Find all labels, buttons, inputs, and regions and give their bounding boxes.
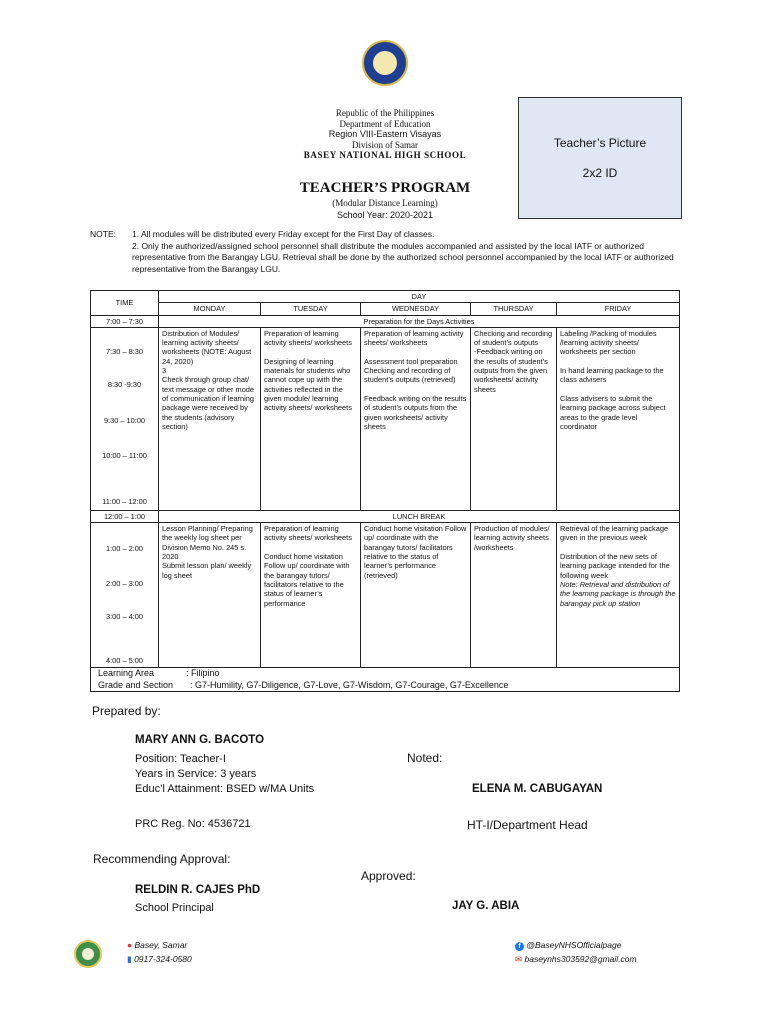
learning-area-row: [91, 668, 680, 680]
mail-icon: ✉: [515, 954, 523, 964]
footer-location: [127, 940, 187, 950]
wednesday-morning: Preparation of learning activity sheets/ worksheets Assessment tool preparation Checking and recording of student’s outputs (retrieved) Feedback writing on the results of student’s outputs from the given worksheets/ activity sheets: [361, 327, 471, 510]
grade-section-label: Grade and Section: [98, 679, 174, 690]
time-slot: 8:30 -9:30: [107, 379, 142, 389]
day-header: DAY: [159, 291, 680, 303]
head-title: HT-I/Department Head: [467, 818, 588, 832]
day-thursday: THURSDAY: [471, 303, 557, 315]
teacher-position: Position: Teacher-I: [135, 753, 226, 765]
time-slot: 10:00 – 11:00: [102, 450, 147, 460]
table-header-row: [91, 291, 680, 303]
teacher-prc: PRC Reg. No: 4536721: [135, 818, 251, 830]
recommending-label: Recommending Approval:: [93, 852, 231, 866]
time-slot: 2:00 – 3:00: [106, 579, 143, 589]
principal-title: School Principal: [135, 902, 214, 914]
learning-area-label: Learning Area: [98, 668, 155, 679]
teacher-years: Years in Service: 3 years: [135, 768, 257, 780]
school-logo: [74, 940, 102, 968]
tuesday-morning: Preparation of learning activity sheets/ worksheets Designing of learning materials for students who cannot cope up with the activities reflected in the given module/ learning activity sheets/ worksheets: [261, 327, 361, 510]
prepared-by-label: Prepared by:: [92, 704, 161, 718]
teacher-name: MARY ANN G. BACOTO: [135, 734, 265, 746]
prep-row: [91, 315, 680, 327]
deped-seal-logo: [362, 40, 408, 86]
morning-row: [91, 327, 680, 510]
day-names-row: [91, 303, 680, 315]
learning-area-value: : Filipino: [186, 668, 220, 679]
lunch-label: LUNCH BREAK: [159, 510, 680, 522]
lunch-row: [91, 510, 680, 522]
photo-label: Teacher’s Picture: [553, 136, 647, 150]
grade-section-value: : G7-Humility, G7-Diligence, G7-Love, G7-Wisdom, G7-Courage, G7-Excellence: [190, 679, 509, 690]
note-item-1: 1. All modules will be distributed every Friday except for the First Day of classes.: [132, 229, 435, 239]
location-text: Basey, Samar: [134, 940, 188, 950]
note-block: [90, 229, 690, 275]
school-name: BASEY NATIONAL HIGH SCHOOL: [303, 150, 467, 160]
teacher-picture-box: [518, 97, 682, 219]
afternoon-row: [91, 523, 680, 668]
prep-time: 7:00 – 7:30: [91, 315, 159, 327]
note-label: NOTE:: [90, 229, 116, 239]
day-tuesday: TUESDAY: [261, 303, 361, 315]
footer-facebook: [515, 940, 621, 951]
lunch-time: 12:00 – 1:00: [91, 510, 159, 522]
thursday-afternoon: Production of modules/ learning activity sheets /worksheets: [471, 523, 557, 668]
day-friday: FRIDAY: [557, 303, 680, 315]
footer-email: [515, 954, 637, 965]
page-title: TEACHER’S PROGRAM: [299, 180, 471, 196]
phone-icon: ▮: [127, 954, 132, 964]
approver-name: JAY G. ABIA: [452, 900, 520, 912]
schedule-table: [90, 290, 680, 692]
time-slot: 4:00 – 5:00: [106, 656, 143, 666]
time-slot: 11:00 – 12:00: [102, 496, 147, 506]
letterhead-line2: Department of Education: [339, 118, 431, 129]
approved-label: Approved:: [361, 869, 416, 883]
afternoon-time-cell: [91, 523, 159, 668]
note-item-2: 2. Only the authorized/assigned school personnel shall distribute the modules accompanied and assisted by the local IATF or authorized representative from the Barangay LGU. Retrieval shall be done by the authorized school personnel accompanied by the local IATF or authorized representative from the Barangay LGU.: [132, 240, 674, 274]
head-name: ELENA M. CABUGAYAN: [472, 783, 603, 795]
email-text[interactable]: baseynhs303592@gmail.com: [524, 954, 637, 964]
facebook-text[interactable]: @BaseyNHSOfficialpage: [526, 940, 622, 950]
school-year: School Year: 2020-2021: [336, 210, 434, 220]
facebook-icon: f: [515, 942, 524, 951]
teacher-details: [135, 752, 314, 797]
thursday-morning: Checking and recording of student’s outputs -Feedback writing on the results of student’s outputs from the given worksheets/ activity sheets: [471, 327, 557, 510]
grade-section-row: [91, 680, 680, 692]
time-slot: 3:00 – 4:00: [106, 612, 143, 622]
phone-text: 0917-324-0580: [134, 954, 192, 964]
learning-area: [91, 668, 680, 680]
time-slot: 9:30 – 10:00: [103, 415, 146, 425]
location-pin-icon: ●: [127, 940, 133, 950]
day-wednesday: WEDNESDAY: [361, 303, 471, 315]
page-subtitle: (Modular Distance Learning): [332, 198, 438, 208]
monday-afternoon: Lesson Planning/ Preparing the weekly log sheet per Division Memo No. 245 s. 2020 Submit lesson plan/ weekly log sheet: [159, 523, 261, 668]
letterhead-line4: Division of Samar: [352, 139, 418, 150]
friday-afternoon: [557, 523, 680, 668]
prep-label: Preparation for the Days Activities: [159, 315, 680, 327]
friday-morning: Labeling /Packing of modules /learning activity sheets/ worksheets per section In hand learning package to the class advisers Class advisers to submit the learning package across subject areas to the grade level coordinator: [557, 327, 680, 510]
footer-phone: [127, 954, 192, 965]
grade-section: [91, 680, 680, 692]
friday-afternoon-text: Retrieval of the learning package given in the previous week Distribution of the new sets of learning package intended for the following week: [560, 524, 670, 580]
principal-name: RELDIN R. CAJES PhD: [135, 884, 261, 896]
letterhead-line1: Republic of the Philippines: [335, 108, 435, 118]
teacher-attainment: Educ’l Attainment: BSED w/MA Units: [135, 783, 315, 795]
time-slot: 1:00 – 2:00: [106, 544, 143, 554]
photo-size: 2x2 ID: [582, 166, 618, 180]
monday-morning: Distribution of Modules/ learning activity sheets/ worksheets (NOTE: August 24, 2020) 3 Check through group chat/ text message or other mode of communication if learning package were received by the students (advisory section): [159, 327, 261, 510]
morning-time-cell: [91, 327, 159, 510]
friday-note: Note: Retrieval and distribution of the learning package is through the barangay pick up station: [560, 579, 676, 608]
wednesday-afternoon: Conduct home visitation Follow up/ coordinate with the barangay tutors/ facilitators relative to the status of learner’s performance (retrieved): [361, 523, 471, 668]
time-header: TIME: [91, 291, 159, 316]
letterhead-line3: Region VIII-Eastern Visayas: [328, 129, 442, 139]
noted-label: Noted:: [407, 751, 443, 765]
day-monday: MONDAY: [159, 303, 261, 315]
time-slot: 7:30 – 8:30: [106, 346, 143, 356]
tuesday-afternoon: Preparation of learning activity sheets/ worksheets Conduct home visitation Follow up/ coordinate with the barangay tutors/ facilitators relative to the status of learner’s performance: [261, 523, 361, 668]
letterhead: [230, 108, 540, 161]
